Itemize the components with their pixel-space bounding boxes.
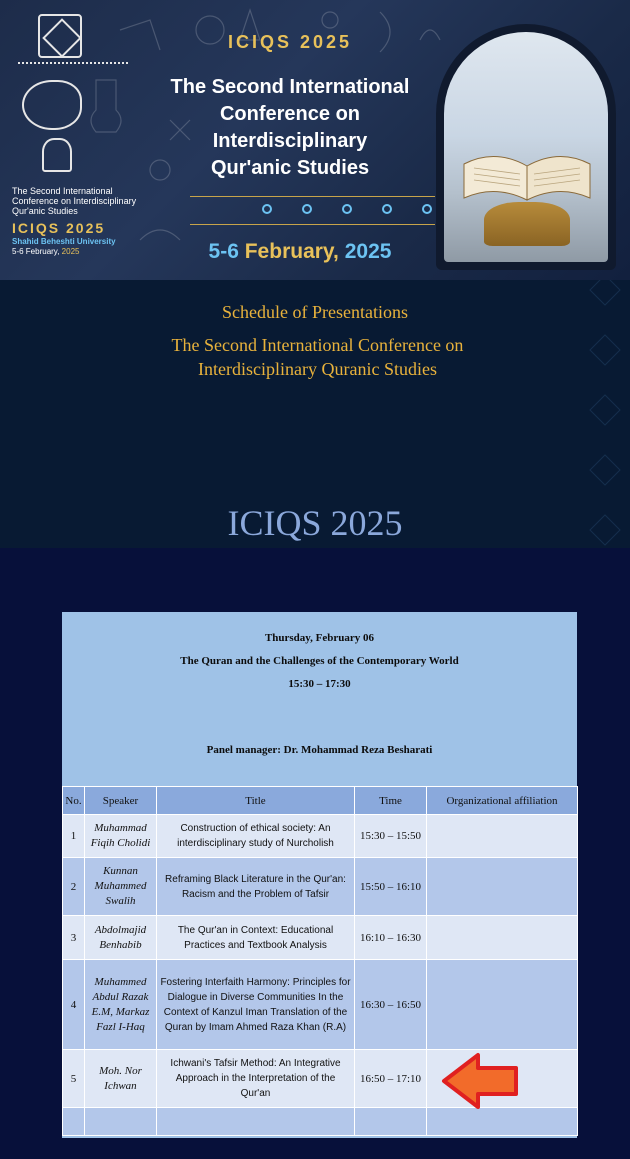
banner-title-line2: Conference on — [219, 103, 361, 125]
panel-day: Thursday, February 06 — [264, 632, 375, 644]
logo-date-days: 5-6 — [12, 247, 24, 256]
row-title: Ichwani's Tafsir Method: An Integrative Approach in the Interpretation of the Qur'an — [157, 1050, 355, 1108]
table-row — [63, 916, 578, 960]
row-speaker: Abdolmajid Benhabib — [85, 916, 157, 960]
row-time: 16:50 – 17:10 — [355, 1050, 427, 1108]
banner-divider-bottom — [190, 224, 435, 225]
page-title: ICIQS 2025 — [227, 503, 403, 543]
institute-name-divider — [18, 62, 128, 68]
table-header-row — [63, 787, 578, 815]
dot-ornament-icon — [302, 204, 312, 214]
schedule-header — [0, 280, 630, 548]
row-no: 4 — [63, 960, 85, 1050]
row-affiliation — [427, 815, 578, 858]
panel-theme: The Quran and the Challenges of the Contemporary World — [180, 655, 459, 667]
logo-date — [12, 247, 79, 256]
banner-date-month: February, — [244, 240, 339, 263]
open-book-icon — [460, 144, 594, 204]
banner-dot-ornament — [262, 204, 432, 216]
logo-date-year: 2025 — [61, 247, 80, 256]
banner-iciqs: ICIQS 2025 — [227, 32, 353, 52]
logo-iciqs: ICIQS 2025 — [12, 220, 106, 236]
empty-cell — [427, 1108, 578, 1136]
row-no: 1 — [63, 815, 85, 858]
banner-title — [150, 74, 430, 182]
dot-ornament-icon — [262, 204, 272, 214]
table-row — [63, 815, 578, 858]
row-title: The Qur'an in Context: Educational Practices and Textbook Analysis — [157, 916, 355, 960]
banner-divider-top — [190, 196, 435, 197]
left-arrow-icon — [440, 1052, 520, 1110]
row-no: 3 — [63, 916, 85, 960]
row-speaker: Moh. Nor Ichwan — [85, 1050, 157, 1108]
empty-cell — [63, 1108, 85, 1136]
row-affiliation — [427, 916, 578, 960]
book-stand-icon — [484, 202, 570, 246]
row-speaker: Kunnan Muhammed Swalih — [85, 858, 157, 916]
row-time: 16:10 – 16:30 — [355, 916, 427, 960]
column-header-title: Title — [157, 787, 355, 815]
table-row — [63, 858, 578, 916]
row-title: Reframing Black Literature in the Qur'an: Racism and the Problem of Tafsir — [157, 858, 355, 916]
column-header-time: Time — [355, 787, 427, 815]
banner-title-line1: The Second International — [170, 76, 410, 98]
logo-university: Shahid Beheshti University — [12, 237, 116, 246]
row-speaker: Muhammed Abdul Razak E.M, Markaz Fazl I-Haq — [85, 960, 157, 1050]
table-row-empty — [63, 1108, 578, 1136]
table-row — [63, 960, 578, 1050]
row-speaker: Muhammad Fiqih Cholidi — [85, 815, 157, 858]
banner-date — [180, 240, 420, 264]
row-time: 15:30 – 15:50 — [355, 815, 427, 858]
logo-date-month: February, — [25, 247, 60, 256]
row-time: 16:30 – 16:50 — [355, 960, 427, 1050]
empty-cell — [85, 1108, 157, 1136]
banner-title-line4: Qur'anic Studies — [210, 157, 370, 179]
column-header-no: No. — [63, 787, 85, 815]
quran-on-stand-image — [444, 32, 608, 262]
conference-name: The Second International Conference on Interdisciplinary Quranic Studies — [171, 335, 464, 379]
row-affiliation — [427, 960, 578, 1050]
dot-ornament-icon — [342, 204, 352, 214]
logo-caption: The Second International Conference on Interdisciplinary Qur'anic Studies — [12, 186, 137, 216]
row-affiliation — [427, 858, 578, 916]
column-header-affiliation: Organizational affiliation — [427, 787, 578, 815]
panel-header — [62, 612, 577, 786]
banner-date-year: 2025 — [344, 240, 392, 263]
empty-cell — [355, 1108, 427, 1136]
conference-banner — [0, 0, 630, 280]
row-time: 15:50 – 16:10 — [355, 858, 427, 916]
dot-ornament-icon — [422, 204, 432, 214]
row-no: 2 — [63, 858, 85, 916]
university-logo-icon — [38, 14, 82, 58]
quran-calligraphy-logo-icon — [22, 80, 82, 130]
row-title: Construction of ethical society: An interdisciplinary study of Nurcholish — [157, 815, 355, 858]
academy-logo-icon — [42, 138, 72, 172]
column-header-speaker: Speaker — [85, 787, 157, 815]
panel-manager: Panel manager: Dr. Mohammad Reza Besharati — [206, 744, 433, 756]
dot-ornament-icon — [382, 204, 392, 214]
arch-frame — [436, 24, 616, 270]
empty-cell — [157, 1108, 355, 1136]
row-no: 5 — [63, 1050, 85, 1108]
schedule-label: Schedule of Presentations — [222, 302, 408, 322]
row-title: Fostering Interfaith Harmony: Principles for Dialogue in Diverse Communities In the Context of Kanzul Iman Translation of the Quran by Imam Ahmed Raza Khan (R.A) — [157, 960, 355, 1050]
banner-date-days: 5-6 — [208, 240, 239, 263]
panel-time: 15:30 – 17:30 — [288, 678, 351, 690]
banner-title-line3: Interdisciplinary — [212, 130, 368, 152]
